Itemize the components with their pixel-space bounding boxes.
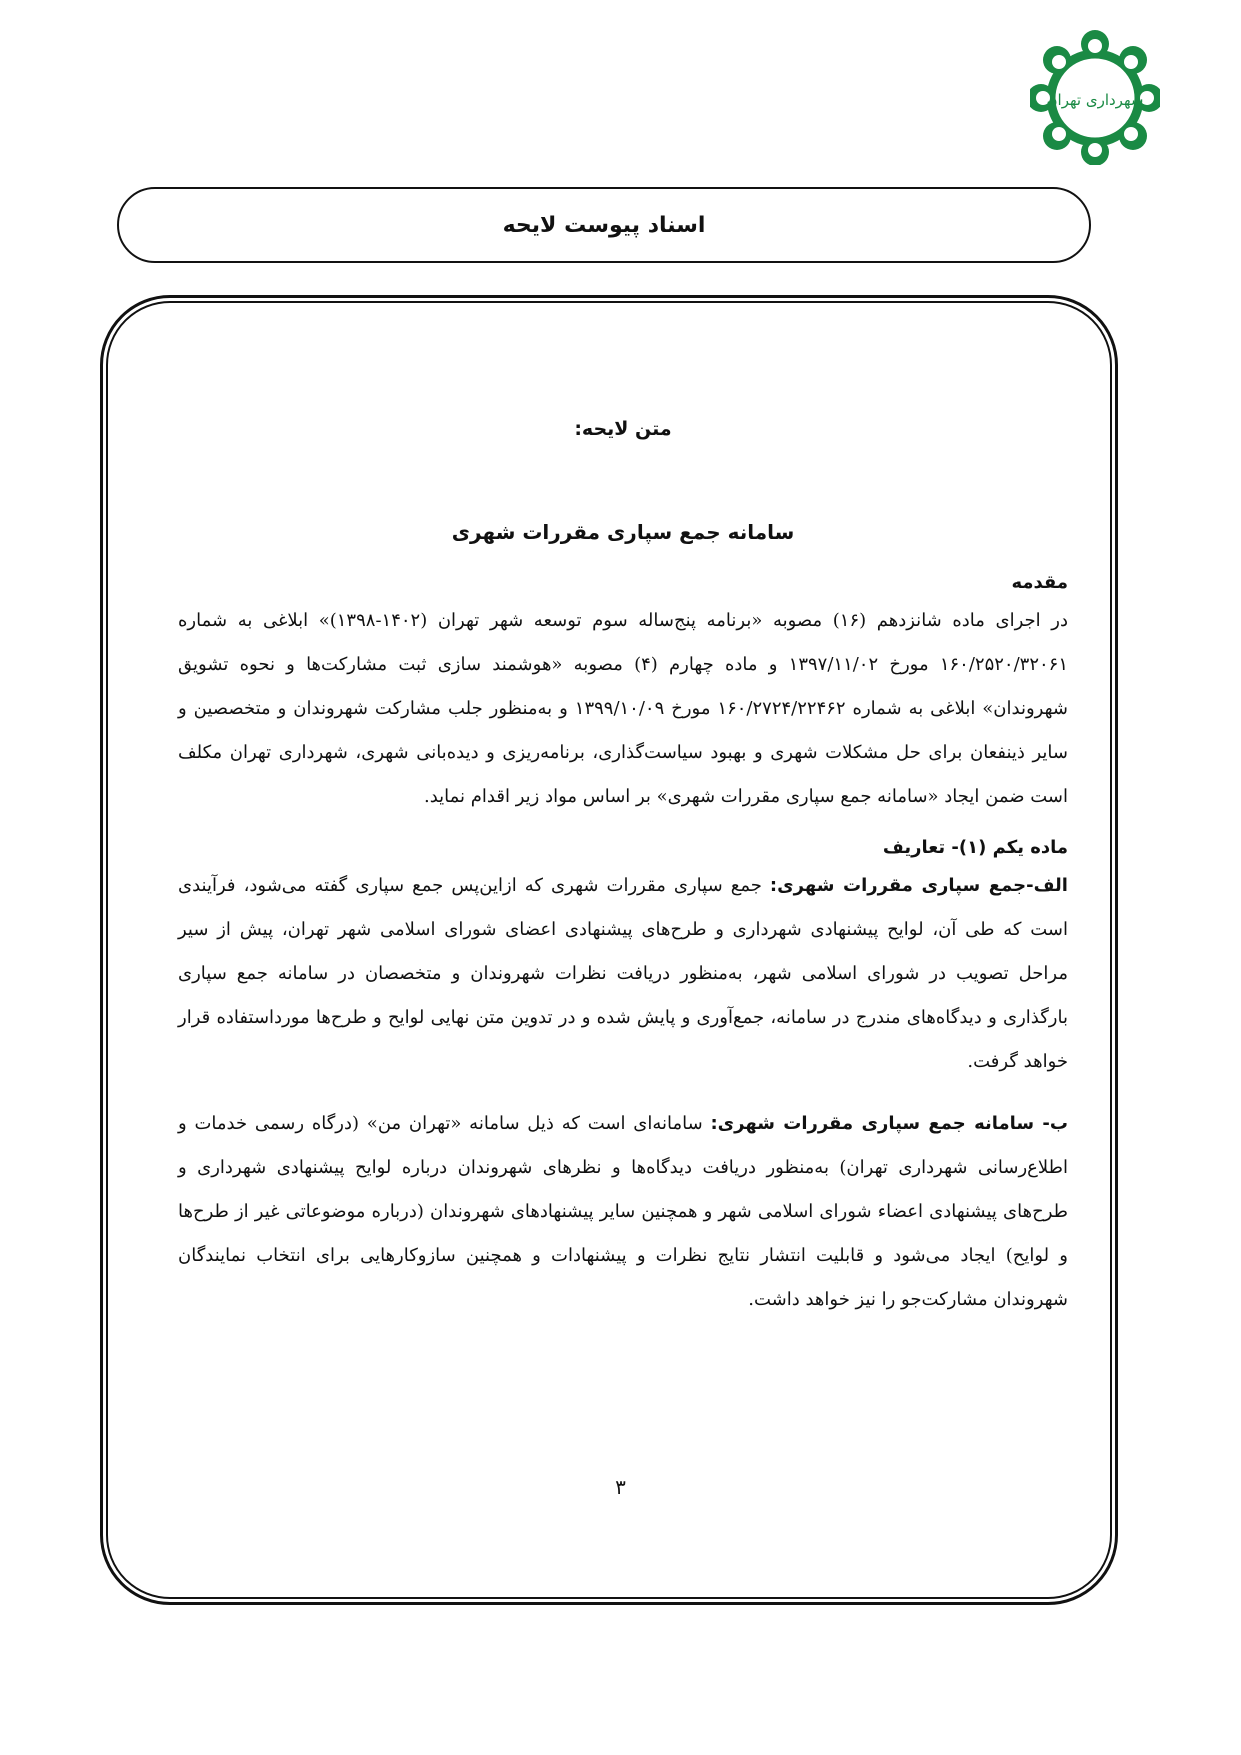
definition-b <box>178 1102 1068 1322</box>
definition-a-label: الف-جمع سپاری مقررات شهری: <box>769 875 1068 896</box>
attachment-title-box <box>117 187 1091 263</box>
article-1-heading: ماده یکم (۱)- تعاریف <box>882 837 1068 858</box>
definition-b-label: ب- سامانه جمع سپاری مقررات شهری: <box>710 1113 1068 1134</box>
document-title: سامانه جمع سپاری مقررات شهری <box>451 520 795 544</box>
document-body <box>178 400 1068 1340</box>
definition-a <box>178 864 1068 1084</box>
attachment-title: اسناد پیوست لایحه <box>502 212 706 238</box>
tehran-municipality-logo <box>1030 30 1160 165</box>
intro-heading: مقدمه <box>1011 572 1068 593</box>
definition-a-text: جمع سپاری مقررات شهری که ازاین‌پس جمع سپاری گفته می‌شود، فرآیندی است که طی آن، لوایح پیشنهادی شهرداری و طرح‌های پیشنهادی اعضای شورای اسلامی شهر تهران، پیش از سیر مراحل تصویب در شورای اسلامی شهر، به‌منظور دریافت نظرات شهروندان و متخصصان در سامانه جمع سپاری بارگذاری و دیدگاه‌های مندرج در سامانه، جمع‌آوری و پایش شده و در تدوین متن نهایی لوایح و طرح‌ها مورداستفاده قرار خواهد گرفت. <box>178 875 1068 1072</box>
definition-b-text: سامانه‌ای است که ذیل سامانه «تهران من» (درگاه رسمی خدمات و اطلاع‌رسانی شهرداری تهران) به‌منظور دریافت دیدگاه‌ها و نظرهای شهروندان درباره لوایح پیشنهادی شهرداری و طرح‌های پیشنهادی اعضاء شورای اسلامی شهر و همچنین سایر پیشنهادهای شهروندان (درباره موضوعاتی غیر از طرح‌ها و لوایح) ایجاد می‌شود و قابلیت انتشار نتایج نظرات و پیشنهادات و همچنین سازوکارهایی برای انتخاب نمایندگان شهروندان مشارکت‌جو را نیز خواهد داشت. <box>178 1113 1068 1310</box>
logo-icon <box>1030 30 1160 165</box>
bill-text-label: متن لایحه: <box>574 418 672 440</box>
logo-text: شهرداری تهران <box>1046 91 1144 109</box>
page-number: ۳ <box>615 1475 626 1499</box>
intro-paragraph: در اجرای ماده شانزدهم (۱۶) مصوبه «برنامه پنج‌ساله سوم توسعه شهر تهران (۱۴۰۲-۱۳۹۸)» ابلاغی به شماره ۱۶۰/۲۵۲۰/۳۲۰۶۱ مورخ ۱۳۹۷/۱۱/۰۲ و ماده چهارم (۴) مصوبه «هوشمند سازی ثبت مشارکت‌ها و نحوه تشویق شهروندان» ابلاغی به شماره ۱۶۰/۲۷۲۴/۲۲۴۶۲ مورخ ۱۳۹۹/۱۰/۰۹ و به‌منظور جلب مشارکت شهروندان و متخصصین و سایر ذینفعان برای حل مشکلات شهری و بهبود سیاست‌گذاری، برنامه‌ریزی و دیده‌بانی شهری، شهرداری تهران مکلف است ضمن ایجاد «سامانه جمع سپاری مقررات شهری» بر اساس مواد زیر اقدام نماید. <box>178 610 1068 807</box>
